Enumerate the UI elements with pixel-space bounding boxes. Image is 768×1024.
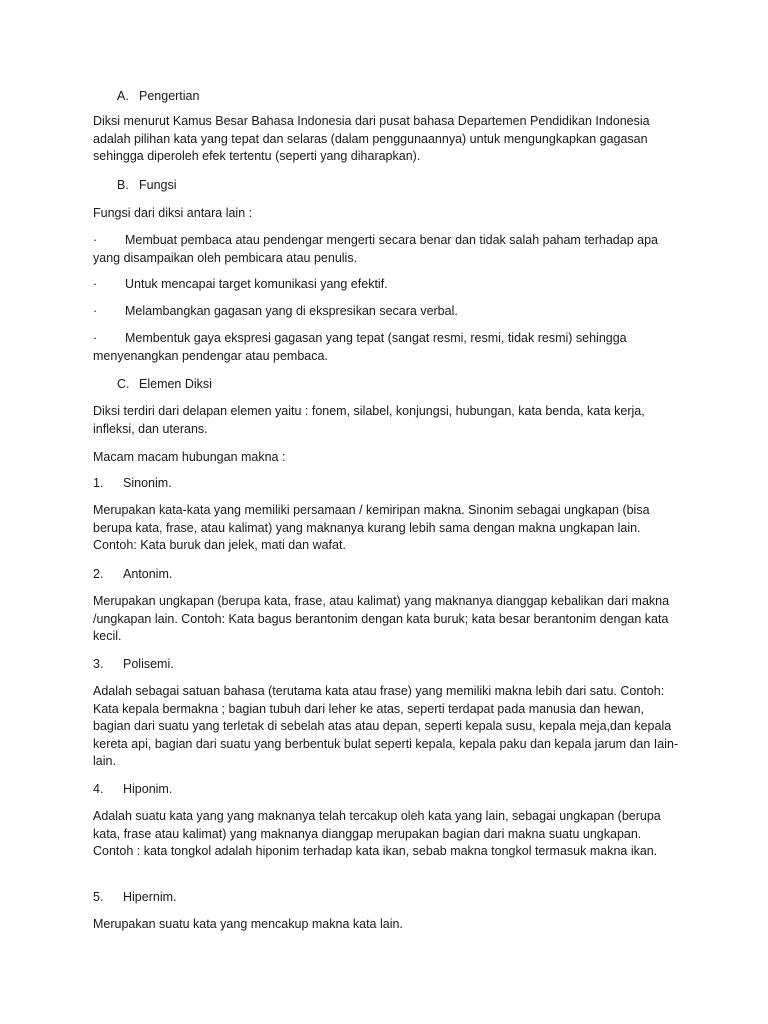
paragraph-antonim: Merupakan ungkapan (berupa kata, frase, atau kalimat) yang maknanya dianggap kebalikan dari makna /ungkapan lain. Contoh: Kata bagus berantonim dengan kata buruk; kata besar berantonim dengan kata kecil. <box>93 594 670 643</box>
paragraph-macam: Macam macam hubungan makna : <box>93 450 286 464</box>
section-heading-c <box>117 376 212 394</box>
item-title: Polisemi. <box>123 657 174 671</box>
bullet-mark: · <box>93 304 98 318</box>
section-letter: B. <box>117 178 129 192</box>
paragraph-hiponim: Adalah suatu kata yang yang maknanya telah tercakup oleh kata yang lain, sebagai ungkapan (berupa kata, frase atau kalimat) yang maknanya dianggap merupakan bagian dari makna suatu ungkapan. Contoh : kata tongkol adalah hiponim terhadap kata ikan, sebab makna tongkol termasuk makna ikan. <box>93 809 661 858</box>
item-number: 2. <box>93 567 104 581</box>
item-title: Sinonim. <box>123 476 172 490</box>
section-heading-b <box>117 177 177 195</box>
item-number: 4. <box>93 782 104 796</box>
bullet-text: Untuk mencapai target komunikasi yang efektif. <box>125 277 388 291</box>
section-heading-a <box>117 88 199 106</box>
section-letter: A. <box>117 89 129 103</box>
bullet-item <box>93 276 683 294</box>
item-title: Hipernim. <box>123 890 177 904</box>
paragraph-fungsi: Fungsi dari diksi antara lain : <box>93 206 253 220</box>
section-title: Elemen Diksi <box>139 377 212 391</box>
numbered-heading-hiponim <box>93 781 172 799</box>
bullet-text: Membuat pembaca atau pendengar mengerti secara benar dan tidak salah paham terhadap apa yang disampaikan oleh pembicara atau penulis. <box>93 233 658 265</box>
bullet-text: Membentuk gaya ekspresi gagasan yang tepat (sangat resmi, resmi, tidak resmi) sehingga menyenangkan pendengar atau pembaca. <box>93 331 627 363</box>
bullet-mark: · <box>93 233 98 247</box>
bullet-item <box>93 232 683 267</box>
numbered-heading-antonim <box>93 566 172 584</box>
item-number: 5. <box>93 890 104 904</box>
numbered-heading-polisemi <box>93 656 174 674</box>
section-title: Pengertian <box>139 89 200 103</box>
section-title: Fungsi <box>139 178 177 192</box>
bullet-text: Melambangkan gagasan yang di ekspresikan secara verbal. <box>125 304 458 318</box>
paragraph-pengertian: Diksi menurut Kamus Besar Bahasa Indonesia dari pusat bahasa Departemen Pendidikan Indonesia adalah pilihan kata yang tepat dan selaras (dalam penggunaannya) untuk mengungkapkan gagasan sehingga diperoleh efek tertentu (seperti yang diharapkan). <box>93 114 650 163</box>
bullet-mark: · <box>93 331 98 345</box>
item-number: 1. <box>93 476 104 490</box>
paragraph-elemen: Diksi terdiri dari delapan elemen yaitu : fonem, silabel, konjungsi, hubungan, kata benda, kata kerja, infleksi, dan uterans. <box>93 404 645 436</box>
bullet-item <box>93 303 683 321</box>
paragraph-polisemi: Adalah sebagai satuan bahasa (terutama kata atau frase) yang memiliki makna lebih dari satu. Contoh: Kata kepala bermakna ; bagian tubuh dari leher ke atas, seperti terdapat pada manusia dan hewan, bagian dari suatu yang terletak di sebelah atas atau depan, seperti kepala susu, kepala meja,dan kepala kereta api, bagian dari suatu yang berbentuk bulat seperti kepala, kepala paku dan kepala jarum dan Iain-lain. <box>93 684 679 768</box>
item-title: Antonim. <box>123 567 173 581</box>
section-letter: C. <box>117 377 130 391</box>
bullet-item <box>93 330 683 365</box>
numbered-heading-sinonim <box>93 475 172 493</box>
item-number: 3. <box>93 657 104 671</box>
bullet-mark: · <box>93 277 98 291</box>
paragraph-hipernim: Merupakan suatu kata yang mencakup makna kata lain. <box>93 917 403 931</box>
paragraph-sinonim: Merupakan kata-kata yang memiliki persamaan / kemiripan makna. Sinonim sebagai ungkapan (bisa berupa kata, frase, atau kalimat) yang maknanya kurang lebih sama dengan makna ungkapan lain. Contoh: Kata buruk dan jelek, mati dan wafat. <box>93 503 650 552</box>
item-title: Hiponim. <box>123 782 173 796</box>
numbered-heading-hipernim <box>93 889 177 907</box>
